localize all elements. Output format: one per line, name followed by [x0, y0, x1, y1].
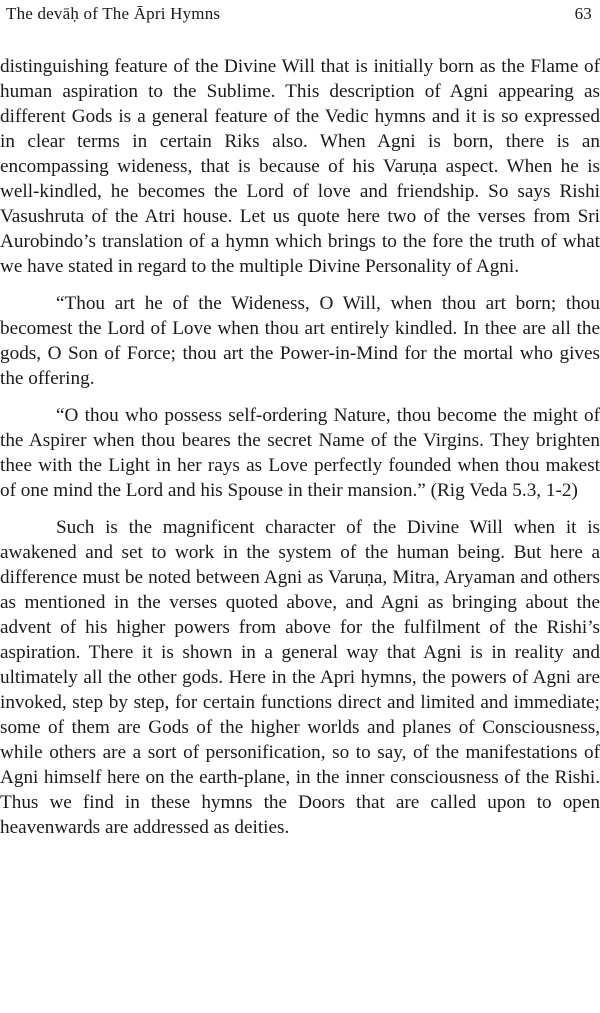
- page-number: 63: [574, 4, 592, 23]
- paragraph-gap: [0, 391, 600, 403]
- paragraph-1: distinguishing feature of the Divine Will that is initially born as the Flame of human aspiration to the Sublime. This description of Agni appearing as different Gods is a general feature of the Vedic hymns and it is so expressed in clear terms in certain Riks also. When Agni is born, there is an encompassing wideness, that is because of his Varuṇa aspect. When he is well-kindled, he becomes the Lord of love and friendship. So says Rishi Vasushruta of the Atri house. Let us quote here two of the verses from Sri Aurobindo’s translation of a hymn which brings to the fore the truth of what we have stated in regard to the multiple Divine Personality of Agni.: [0, 56, 600, 277]
- paragraph-gap: [0, 503, 600, 515]
- paragraph-gap: [0, 279, 600, 291]
- body-text: [0, 54, 600, 840]
- running-title: The devāḥ of The Āpri Hymns: [6, 4, 221, 23]
- quote-verse-1: “Thou art he of the Wideness, O Will, when thou art born; thou becomest the Lord of Love when thou art entirely kindled. In thee are all the gods, O Son of Force; thou art the Power-in-Mind for the mortal who gives the offering.: [0, 293, 600, 389]
- paragraph-4: Such is the magnificent character of the Divine Will when it is awakened and set to work in the system of the human being. But here a difference must be noted between Agni as Varuṇa, Mitra, Aryaman and others as mentioned in the verses quoted above, and Agni as bringing about the advent of his higher powers from above for the fulfilment of the Rishi’s aspiration. There it is shown in a general way that Agni is in reality and ultimately all the other gods. Here in the Apri hymns, the powers of Agni are invoked, step by step, for certain functions direct and limited and immediate; some of them are Gods of the higher worlds and planes of Consciousness, while others are a sort of personification, so to say, of the manifestations of Agni himself here on the earth-plane, in the inner consciousness of the Rishi. Thus we find in these hymns the Doors that are called upon to open heavenwards are addressed as deities.: [0, 517, 600, 838]
- running-header: [6, 2, 592, 26]
- quote-verse-2: “O thou who possess self-ordering Nature, thou become the might of the Aspirer when thou beares the secret Name of the Virgins. They brighten thee with the Light in her rays as Love perfectly founded when thou makest of one mind the Lord and his Spouse in their mansion.” (Rig Veda 5.3, 1-2): [0, 405, 600, 501]
